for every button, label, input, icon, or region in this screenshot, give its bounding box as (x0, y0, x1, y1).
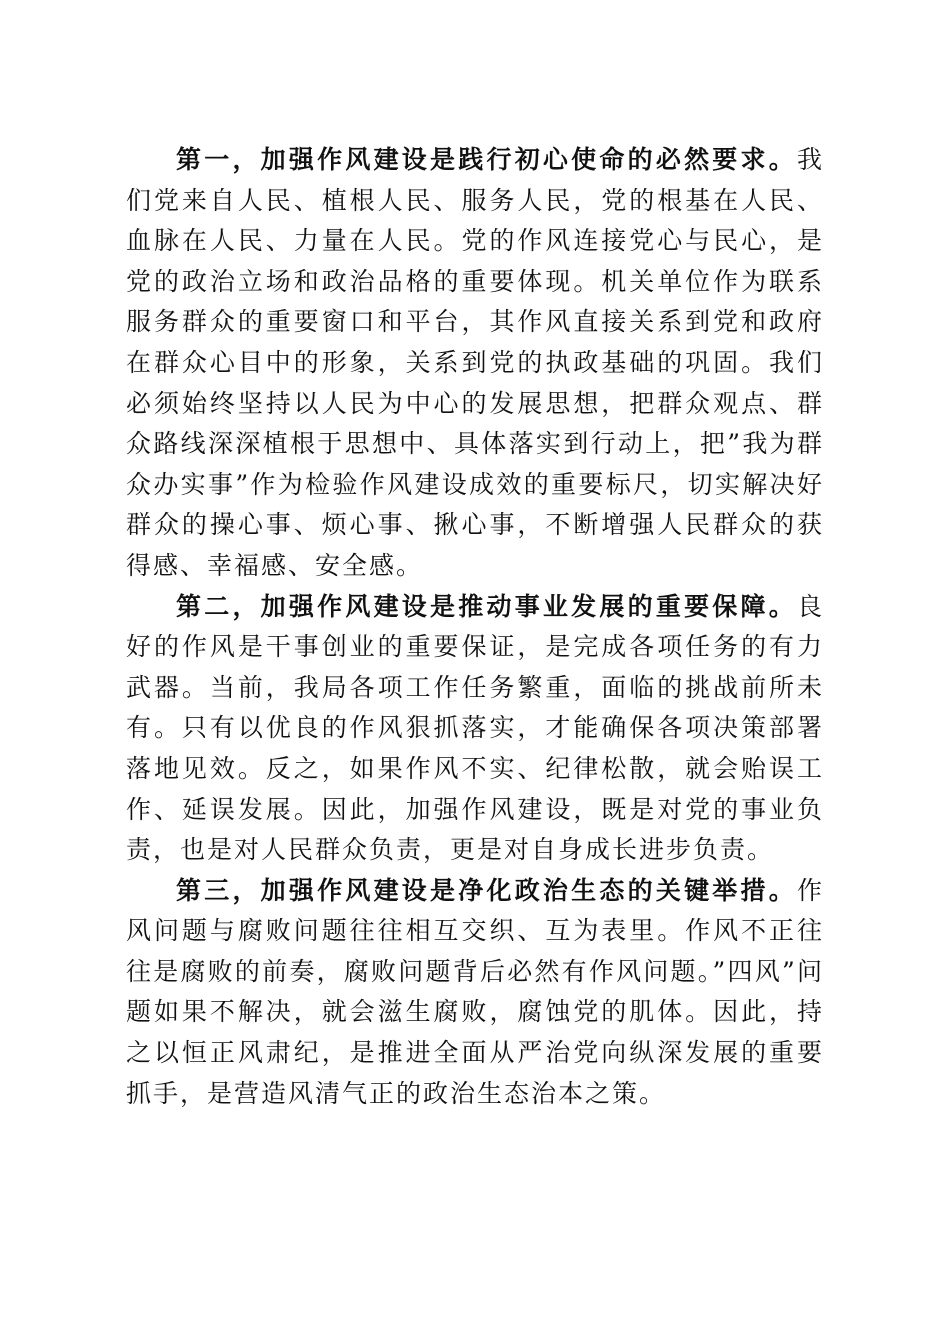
paragraph-3 (126, 871, 824, 1115)
paragraph-2 (126, 587, 824, 871)
paragraph-1 (126, 140, 824, 587)
paragraph-1-lead: 第一，加强作风建设是践行初心使命的必然要求。 (176, 145, 797, 174)
paragraph-3-body: 作风问题与腐败问题往往相互交织、互为表里。作风不正往往是腐败的前奏，腐败问题背后必然有作风问题。”四风”问题如果不解决，就会滋生腐败，腐蚀党的肌体。因此，持之以恒正风肃纪，是推进全面从严治党向纵深发展的重要抓手，是营造风清气正的政治生态治本之策。 (126, 875, 824, 1108)
paragraph-1-body: 我们党来自人民、植根人民、服务人民，党的根基在人民、血脉在人民、力量在人民。党的作风连接党心与民心，是党的政治立场和政治品格的重要体现。机关单位作为联系服务群众的重要窗口和平台，其作风直接关系到党和政府在群众心目中的形象，关系到党的执政基础的巩固。我们必须始终坚持以人民为中心的发展思想，把群众观点、群众路线深深植根于思想中、具体落实到行动上，把”我为群众办实事”作为检验作风建设成效的重要标尺，切实解决好群众的操心事、烦心事、揪心事，不断增强人民群众的获得感、幸福感、安全感。 (126, 145, 824, 580)
paragraph-2-lead: 第二，加强作风建设是推动事业发展的重要保障。 (176, 591, 797, 621)
paragraph-2-body: 良好的作风是干事创业的重要保证，是完成各项任务的有力武器。当前，我局各项工作任务繁重，面临的挑战前所未有。只有以优良的作风狠抓落实，才能确保各项决策部署落地见效。反之，如果作风不实、纪律松散，就会贻误工作、延误发展。因此，加强作风建设，既是对党的事业负责，也是对人民群众负责，更是对自身成长进步负责。 (126, 591, 824, 865)
paragraph-3-lead: 第三，加强作风建设是净化政治生态的关键举措。 (176, 875, 797, 905)
